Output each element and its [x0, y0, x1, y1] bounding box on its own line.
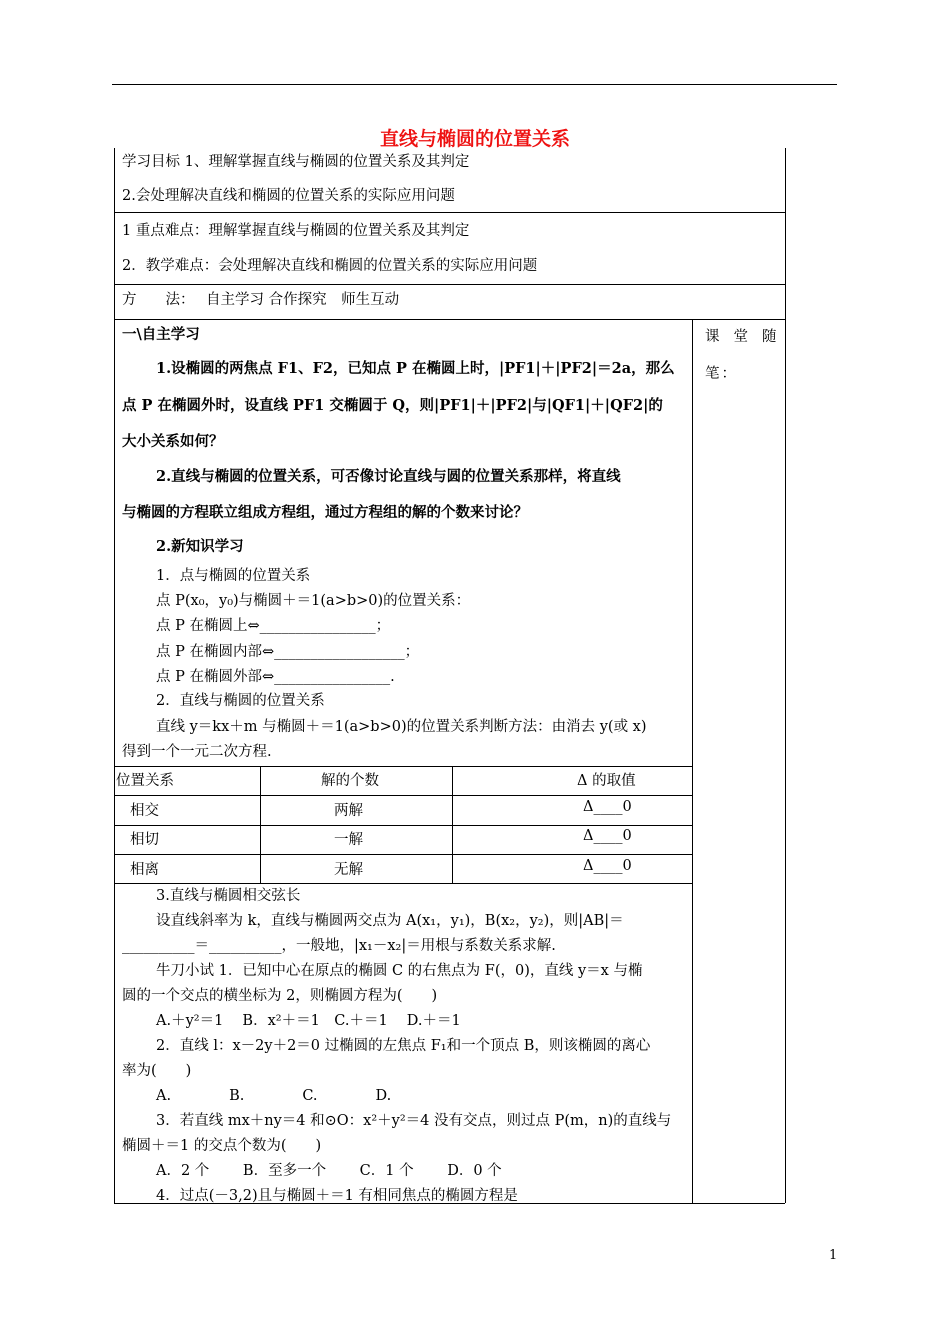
- question-2-line-2: 与椭圆的方程联立组成方程组，通过方程组的解的个数来讨论？: [122, 504, 528, 521]
- rule-after-difficulties: [114, 284, 785, 285]
- exercise-2-line-2: 率为( ): [122, 1063, 192, 1079]
- chord-title: 3.直线与椭圆相交弦长: [156, 888, 301, 904]
- rule-after-goals: [114, 212, 785, 213]
- chord-line-1: 设直线斜率为 k，直线与椭圆两交点为 A(x₁，y₁)，B(x₂，y₂)，则|AB|＝: [156, 913, 624, 929]
- exercise-3-line-1: 3．若直线 mx＋ny＝4 和⊙O：x²＋y²＝4 没有交点，则过点 P(m，n)的直线与: [156, 1113, 672, 1129]
- side-note-line-2: 笔：: [705, 366, 738, 382]
- table-row-1-position: 相交: [130, 803, 159, 819]
- table-row-2-delta: Δ____0: [583, 828, 632, 844]
- self-study-heading: 一\自主学习: [122, 326, 200, 343]
- question-1-line-1: 1.设椭圆的两焦点 F1、F2，已知点 P 在椭圆上时，|PF1|＋|PF2|＝2a，那么: [156, 360, 675, 377]
- exercise-1-line-1: 牛刀小试 1．已知中心在原点的椭圆 C 的右焦点为 F(，0)，直线 y＝x 与椭: [156, 963, 643, 979]
- table-row-3-position: 相离: [130, 862, 159, 878]
- method-content: 自主学习 合作探究 师生互动: [206, 292, 400, 308]
- question-1-line-3: 大小关系如何？: [122, 433, 224, 450]
- section-2-line-1: 直线 y＝kx＋m 与椭圆＋＝1(a>b>0)的位置关系判断方法：由消去 y(或 x): [156, 719, 647, 735]
- exercise-4-line-1: 4．过点(－3,2)且与椭圆＋＝1 有相同焦点的椭圆方程是________________: [156, 1188, 634, 1204]
- side-note-line-1: 课堂随: [705, 329, 791, 345]
- question-2-line-1: 2.直线与椭圆的位置关系，可否像讨论直线与圆的位置关系那样，将直线: [156, 468, 621, 485]
- table-header-position: 位置关系: [116, 773, 174, 789]
- table-header-delta: Δ 的取值: [577, 773, 636, 789]
- goal-line-1: 学习目标 1、理解掌握直线与椭圆的位置关系及其判定: [122, 154, 470, 170]
- table-row-1-delta: Δ____0: [583, 799, 632, 815]
- table-row-2-position: 相切: [130, 832, 159, 848]
- page-number: 1: [829, 1248, 838, 1263]
- exercise-1-options: A.＋y²＝1 B．x²＋＝1 C.＋＝1 D.＋＝1: [156, 1013, 461, 1029]
- table-row-3-delta: Δ____0: [583, 858, 632, 874]
- table-row-2-solutions: 一解: [334, 832, 363, 848]
- exercise-3-options: A．2 个 B．至多一个 C．1 个 D．0 个: [156, 1163, 502, 1179]
- chord-line-2: __________＝__________，一般地，|x₁－x₂|＝用根与系数关系求解.: [122, 938, 556, 954]
- question-1-line-2: 点 P 在椭圆外时，设直线 PF1 交椭圆于 Q，则|PF1|＋|PF2|与|QF1|＋|QF2|的: [122, 397, 663, 414]
- new-knowledge-heading: 2.新知识学习: [156, 538, 244, 555]
- rule-after-method: [114, 319, 785, 320]
- difficulty-line-2: 2．教学难点：会处理解决直线和椭圆的位置关系的实际应用问题: [122, 258, 538, 274]
- table-row-1-solutions: 两解: [334, 803, 363, 819]
- difficulty-line-1: 1 重点难点：理解掌握直线与椭圆的位置关系及其判定: [122, 223, 470, 239]
- table-header-solutions: 解的个数: [321, 773, 379, 789]
- section-1-line-4: 点 P 在椭圆外部⇔________________.: [156, 669, 395, 685]
- exercise-2-line-1: 2．直线 l：x－2y＋2＝0 过椭圆的左焦点 F₁和一个顶点 B，则该椭圆的离心: [156, 1038, 651, 1054]
- goal-line-2: 2.会处理解决直线和椭圆的位置关系的实际应用问题: [122, 188, 455, 204]
- table-row-3-solutions: 无解: [334, 862, 363, 878]
- exercise-3-line-2: 椭圆＋＝1 的交点个数为( ): [122, 1138, 322, 1154]
- side-note-divider: [692, 319, 693, 1204]
- section-2-line-2: 得到一个一元二次方程.: [122, 744, 272, 760]
- method-label: 方 法：: [122, 292, 195, 308]
- section-1-title: 1．点与椭圆的位置关系: [156, 568, 311, 584]
- section-1-line-3: 点 P 在椭圆内部⇔__________________；: [156, 644, 420, 660]
- header-rule: [112, 84, 837, 85]
- exercise-1-line-2: 圆的一个交点的横坐标为 2，则椭圆方程为( ): [122, 988, 438, 1004]
- section-1-line-1: 点 P(x₀，y₀)与椭圆＋＝1(a>b>0)的位置关系：: [156, 593, 471, 609]
- section-2-title: 2．直线与椭圆的位置关系: [156, 693, 325, 709]
- page-title: 直线与椭圆的位置关系: [379, 128, 570, 150]
- section-1-line-2: 点 P 在椭圆上⇔________________；: [156, 618, 391, 634]
- exercise-2-options: A. B. C. D.: [156, 1088, 392, 1104]
